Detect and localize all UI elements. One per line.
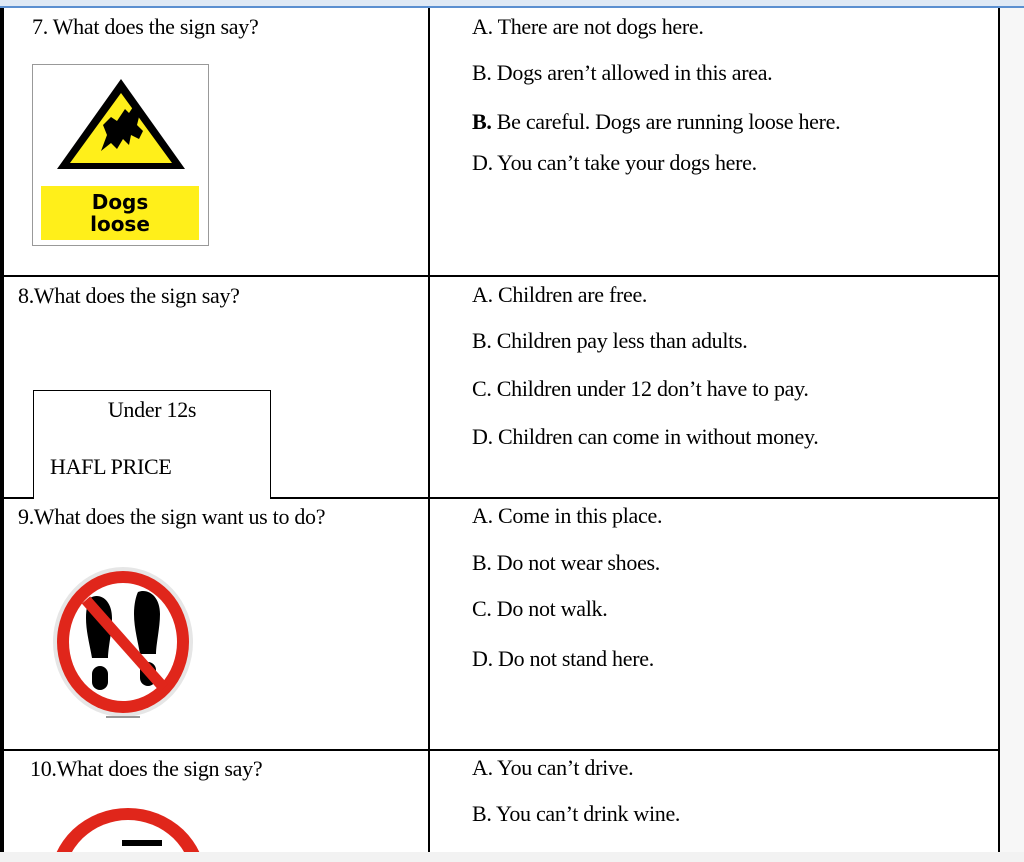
option-d — [472, 150, 757, 176]
window-top-border — [0, 6, 1024, 8]
option-c — [472, 109, 840, 135]
option-letter: D — [472, 424, 488, 449]
option-letter: C — [472, 596, 487, 621]
sign-line2: HAFL PRICE — [50, 454, 172, 479]
option-c — [472, 376, 809, 402]
option-a — [472, 14, 704, 40]
option-text: . Children are free. — [487, 282, 648, 307]
option-text: Be careful. Dogs are running loose here. — [491, 109, 841, 134]
option-letter: B — [472, 328, 487, 353]
option-text: . Children pay less than adults. — [486, 328, 748, 353]
option-letter: A — [472, 14, 488, 39]
column-divider — [428, 8, 430, 854]
under-12s-sign — [33, 390, 271, 499]
option-d — [472, 646, 654, 672]
sign-label-line1: Dogs — [91, 190, 149, 214]
row-divider — [0, 749, 1000, 751]
option-text: . Children can come in without money. — [487, 424, 819, 449]
option-text: . Dogs aren’t allowed in this area. — [486, 60, 773, 85]
dogs-loose-sign — [32, 64, 209, 246]
option-text: . You can’t drink wine. — [486, 801, 681, 826]
option-a — [472, 755, 633, 781]
option-a — [472, 503, 662, 529]
option-letter: A — [472, 282, 488, 307]
option-letter: B — [472, 550, 487, 575]
bottom-edge — [0, 852, 1024, 862]
option-letter: B — [472, 60, 487, 85]
option-text: . You can’t take your dogs here. — [487, 150, 757, 175]
option-letter: D — [472, 150, 488, 175]
left-edge — [0, 8, 4, 862]
right-margin — [1000, 8, 1024, 862]
question-text: 10.What does the sign say? — [30, 756, 263, 781]
question-text: 7. What does the sign say? — [32, 14, 259, 39]
option-text: . Do not wear shoes. — [486, 550, 661, 575]
option-letter: D — [472, 646, 488, 671]
option-text: . Come in this place. — [487, 503, 663, 528]
no-standing-footprints-icon — [48, 560, 198, 725]
option-letter: B — [472, 801, 487, 826]
table-right-border — [998, 8, 1000, 854]
option-text: . You can’t drive. — [487, 755, 634, 780]
question-text: 8.What does the sign say? — [18, 283, 240, 308]
option-text: . Do not stand here. — [487, 646, 654, 671]
option-b — [472, 801, 680, 827]
option-d — [472, 424, 818, 450]
question-text: 9.What does the sign want us to do? — [18, 504, 326, 529]
option-letter: A — [472, 755, 488, 780]
prohibition-sign-icon — [48, 804, 208, 852]
row-divider — [0, 275, 1000, 277]
option-text: . Do not walk. — [486, 596, 608, 621]
sign-label-line2: loose — [90, 212, 150, 236]
option-letter: B. — [472, 109, 492, 134]
option-a — [472, 282, 647, 308]
option-b — [472, 60, 772, 86]
option-b — [472, 328, 747, 354]
sign-line1: Under 12s — [107, 397, 197, 422]
option-c — [472, 596, 607, 622]
option-b — [472, 550, 660, 576]
option-letter: A — [472, 503, 488, 528]
dog-warning-triangle-icon — [33, 65, 208, 185]
option-text: . There are not dogs here. — [487, 14, 704, 39]
option-text: . Children under 12 don’t have to pay. — [486, 376, 809, 401]
option-letter: C — [472, 376, 487, 401]
